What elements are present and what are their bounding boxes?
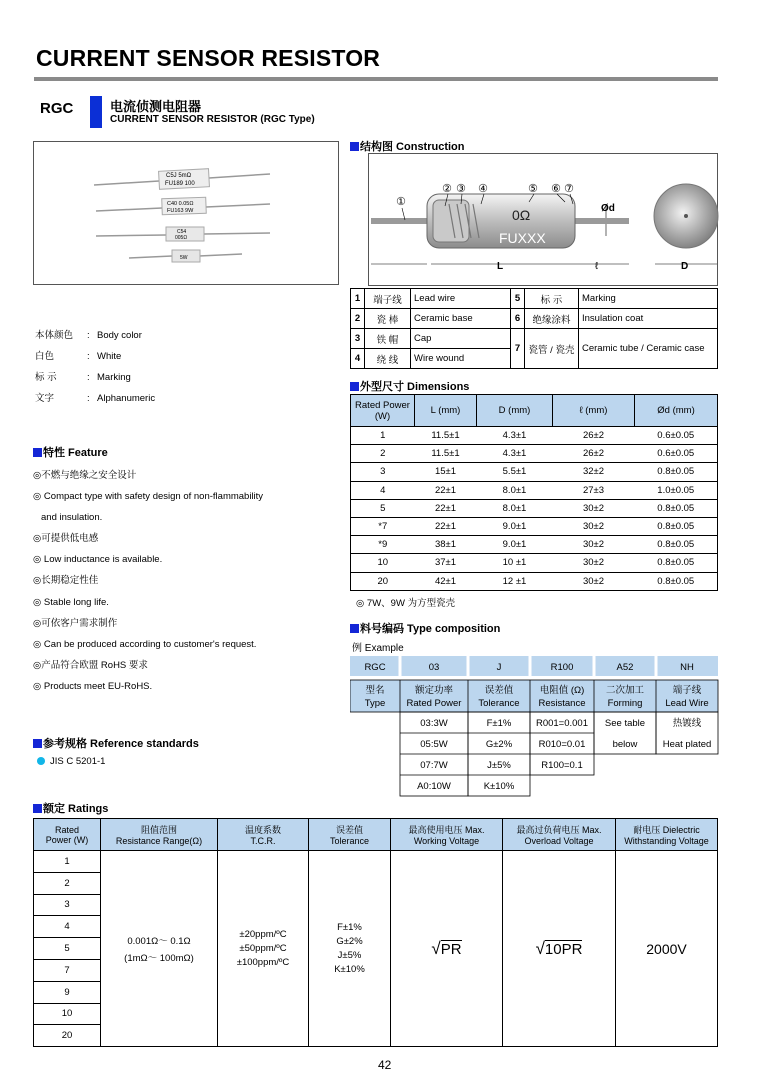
section-marker — [350, 624, 359, 633]
svg-text:Rated Power: Rated Power — [406, 698, 462, 709]
photo-mark: C5J 5mΩ — [166, 173, 192, 179]
code-type: RGC — [364, 662, 386, 673]
callout-4: ④ — [478, 183, 488, 195]
svg-text:below: below — [612, 739, 638, 750]
dimensions-table — [350, 394, 718, 591]
tcr-cell: ±20ppm/ºC ±50ppm/ºC ±100ppm/ºC — [218, 851, 309, 1047]
feature-line: ◎ Low inductance is available. — [33, 554, 163, 566]
dim-l-label: ℓ — [595, 261, 599, 272]
svg-text:K±10%: K±10% — [483, 781, 515, 792]
table-row: 4 绕 线 Wire wound — [351, 349, 718, 369]
feature-heading: 特性 Feature — [33, 444, 108, 460]
svg-text:R010=0.01: R010=0.01 — [538, 739, 586, 750]
svg-text:A0:10W: A0:10W — [417, 781, 451, 792]
accent-bar — [90, 96, 102, 128]
feature-line: ◎不燃与绝缘之安全设计 — [33, 470, 137, 481]
table-row: 9 — [34, 981, 718, 1003]
table-row: 10 — [34, 1003, 718, 1025]
photo-mark: C54 — [177, 229, 187, 235]
feature-line: ◎可依客户需求制作 — [33, 617, 118, 629]
ratings-heading: 额定 Ratings — [33, 800, 108, 816]
table-row: 5 22±1 8.0±1 30±2 0.8±0.05 — [351, 499, 718, 517]
dim-L-label: L — [497, 261, 504, 272]
table-row: 20 — [34, 1025, 718, 1047]
svg-text:G±2%: G±2% — [485, 739, 513, 750]
feature-line: and insulation. — [41, 512, 103, 524]
type-composition-heading: 料号编码 Type composition — [350, 620, 500, 636]
svg-text:误差值: 误差值 — [484, 685, 514, 696]
table-row: 20 42±1 12 ±1 30±2 0.8±0.05 — [351, 572, 718, 590]
svg-text:Forming: Forming — [607, 698, 643, 709]
body-info — [35, 325, 155, 409]
example-label: 例 Example — [352, 643, 404, 654]
code-tolerance: J — [496, 662, 502, 673]
subtitle-zh: 电流侦测电阻器 — [110, 99, 202, 114]
feature-list — [33, 465, 263, 697]
feature-line: ◎ Stable long life. — [33, 596, 109, 608]
table-header-row: Rated Power (W) L (mm) D (mm) ℓ (mm) Ød (mm) — [351, 395, 718, 427]
callout-2: ② — [442, 183, 452, 195]
section-marker — [350, 142, 359, 151]
dimensions-note: ◎ 7W、9W 为方型瓷壳 — [356, 598, 456, 609]
table-row: 4 — [34, 916, 718, 938]
svg-text:热镀线: 热镀线 — [672, 718, 702, 729]
reference-item: JIS C 5201-1 — [37, 756, 105, 767]
svg-text:03:3W: 03:3W — [420, 718, 448, 729]
construction-heading: 结构图 Construction — [350, 138, 465, 154]
reference-heading: 参考规格 Reference standards — [33, 735, 199, 751]
body-info-row: 标 示 : Marking — [35, 372, 131, 383]
page-title: CURRENT SENSOR RESISTOR — [36, 45, 381, 71]
photo-mark: 5W — [180, 255, 188, 261]
table-row: 3 15±1 5.5±1 32±2 0.8±0.05 — [351, 463, 718, 481]
table-row: 2 瓷 棒 Ceramic base 6 绝缘涂料 Insulation coat — [351, 309, 718, 329]
code-lead: NH — [680, 662, 694, 673]
code-resistance: R100 — [550, 662, 574, 673]
bullet-icon — [37, 757, 45, 765]
table-row: 7 — [34, 959, 718, 981]
svg-text:F±1%: F±1% — [486, 718, 512, 729]
table-row: 10 37±1 10 ±1 30±2 0.8±0.05 — [351, 554, 718, 572]
section-marker — [350, 382, 359, 391]
svg-text:型名: 型名 — [365, 685, 385, 696]
product-photo — [33, 141, 339, 285]
svg-text:二次加工: 二次加工 — [605, 685, 645, 696]
dim-D-label: D — [681, 261, 689, 272]
construction-parts-table — [350, 288, 718, 369]
resistor-value-text: 0Ω — [512, 207, 531, 223]
table-row: 1 11.5±1 4.3±1 26±2 0.6±0.05 — [351, 427, 718, 445]
type-composition-grid — [350, 656, 720, 798]
table-header-row: Rated Power (W) 阻值范围 Resistance Range(Ω) 温度系数 T.C.R. 误差值 Tolerance 最高使用电压 Max. Working Voltage 最高过负荷电压 Max. Overload Voltage 耐电压 Dielectric Withstanding Voltage — [34, 819, 718, 851]
dielectric-cell: 2000V — [616, 851, 718, 1047]
svg-text:R100=0.1: R100=0.1 — [541, 760, 583, 771]
code-forming: A52 — [616, 662, 634, 673]
feature-line: ◎可提供低电感 — [33, 533, 99, 545]
callout-7: ⑦ — [564, 183, 574, 195]
page-number: 42 — [378, 1058, 392, 1072]
table-row: 3 铁 帽 Cap 7 瓷管 / 瓷壳 Ceramic tube / Ceramic case — [351, 329, 718, 349]
ratings-table — [33, 818, 718, 1047]
section-marker — [33, 804, 42, 813]
working-voltage-cell: √PR — [391, 851, 503, 1047]
table-row: 4 22±1 8.0±1 27±3 1.0±0.05 — [351, 481, 718, 499]
svg-text:额定功率: 额定功率 — [414, 685, 454, 696]
body-info-row: 文字 : Alphanumeric — [35, 393, 156, 404]
svg-text:J±5%: J±5% — [487, 760, 511, 771]
svg-text:电阻值 (Ω): 电阻值 (Ω) — [539, 685, 585, 696]
table-row: 2 11.5±1 4.3±1 26±2 0.6±0.05 — [351, 445, 718, 463]
svg-text:Type: Type — [364, 698, 386, 709]
svg-text:05:5W: 05:5W — [420, 739, 448, 750]
svg-text:Heat plated: Heat plated — [662, 739, 712, 750]
svg-text:Tolerance: Tolerance — [478, 698, 520, 709]
construction-svg — [369, 154, 719, 287]
callout-6: ⑥ — [551, 183, 561, 195]
svg-text:端子线: 端子线 — [672, 685, 702, 696]
table-row: 1 0.001Ω～ 0.1Ω (1mΩ～ 100mΩ) ±20ppm/ºC ±50ppm/ºC ±100ppm/ºC F±1% G±2% J±5% K±10% √PR √10PR 2000V — [34, 851, 718, 873]
section-marker — [33, 739, 42, 748]
section-marker — [33, 448, 42, 457]
callout-1: ① — [396, 196, 406, 208]
table-row: 5 — [34, 938, 718, 960]
feature-line: ◎ Compact type with safety design of non-flammability — [33, 491, 264, 503]
table-row: 1 端子线 Lead wire 5 标 示 Marking — [351, 289, 718, 309]
dim-d-label: Ød — [601, 203, 615, 214]
body-info-row: 本体颜色 : Body color — [35, 330, 142, 341]
subtitle-en: CURRENT SENSOR RESISTOR (RGC Type) — [110, 114, 315, 125]
dimensions-heading: 外型尺寸 Dimensions — [350, 378, 469, 394]
svg-text:See table: See table — [604, 718, 646, 729]
title-divider — [34, 77, 718, 81]
feature-line: ◎ Products meet EU-RoHS. — [33, 680, 153, 692]
resistor-photo-illustration — [34, 142, 340, 286]
photo-mark: 005Ω — [175, 235, 188, 241]
table-row: *9 38±1 9.0±1 30±2 0.8±0.05 — [351, 536, 718, 554]
range-cell: 0.001Ω～ 0.1Ω (1mΩ～ 100mΩ) — [101, 851, 218, 1047]
code-power: 03 — [428, 662, 440, 673]
photo-mark: FU163 9W — [167, 208, 194, 214]
callout-3: ③ — [456, 183, 466, 195]
tolerance-cell: F±1% G±2% J±5% K±10% — [309, 851, 391, 1047]
series-code: RGC — [40, 100, 74, 117]
table-row: 3 — [34, 894, 718, 916]
feature-line: ◎产品符合欧盟 RoHS 要求 — [33, 659, 148, 671]
resistor-brand-text: FUXXX — [499, 230, 546, 246]
svg-text:R001=0.001: R001=0.001 — [535, 718, 589, 729]
photo-mark: FU189 100 — [165, 181, 195, 187]
construction-diagram — [368, 153, 718, 286]
feature-line: ◎长期稳定性佳 — [33, 575, 99, 587]
body-info-row: 白色 : White — [35, 351, 122, 362]
callout-5: ⑤ — [528, 183, 538, 195]
svg-text:Lead Wire: Lead Wire — [665, 698, 709, 709]
table-row: 2 — [34, 872, 718, 894]
table-row: *7 22±1 9.0±1 30±2 0.8±0.05 — [351, 517, 718, 535]
svg-text:Resistance: Resistance — [538, 698, 586, 709]
feature-line: ◎ Can be produced according to customer's request. — [33, 638, 257, 650]
overload-voltage-cell: √10PR — [503, 851, 616, 1047]
photo-mark: C40 0.05Ω — [167, 201, 194, 207]
svg-text:07:7W: 07:7W — [420, 760, 448, 771]
